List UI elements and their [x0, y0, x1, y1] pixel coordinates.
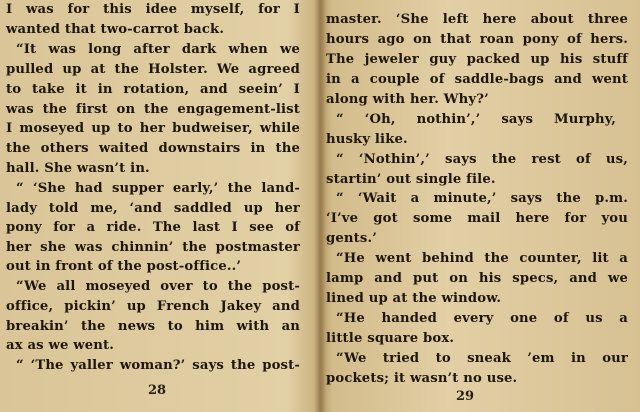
left-line-4: pulled up at the Holster. We agreed — [6, 62, 300, 77]
left-line-16: office, pickin’ up French Jakey and — [6, 299, 300, 314]
left-line-7: I moseyed up to her budweiser, while — [6, 121, 300, 136]
left-line-11: lady told me, ‘and saddled up her — [6, 201, 300, 216]
right-line-18: “We tried to sneak ’em in our — [336, 351, 628, 366]
left-line-13: her she was chinnin’ the postmaster — [6, 240, 300, 255]
left-line-10: “ ‘She had supper early,’ the land- — [16, 181, 300, 196]
right-page-number: 29 — [456, 389, 475, 404]
right-line-15: lined up at the window. — [326, 291, 502, 306]
right-line-4: in a couple of saddle-bags and went — [326, 72, 628, 87]
right-line-6: “ ‘Oh, nothin’,’ says Murphy, — [336, 112, 616, 127]
left-line-5: to take it in rotation, and seein’ I — [6, 82, 300, 97]
left-line-12: pony for a ride. The last I see of — [6, 220, 300, 235]
right-line-12: gents.’ — [326, 231, 377, 246]
right-line-2: hours ago on that roan pony of hers. — [326, 32, 628, 47]
right-line-8: “ ‘Nothin’,’ says the rest of us, — [336, 152, 628, 167]
right-line-11: ‘I’ve got some mail here for you — [326, 211, 628, 226]
left-page-number: 28 — [148, 383, 167, 398]
left-line-18: ax as we went. — [6, 338, 115, 353]
left-line-9: hall. She wasn’t in. — [6, 161, 150, 176]
left-page — [0, 0, 318, 412]
left-line-14: out in front of the post-office..’ — [6, 259, 242, 274]
right-line-1: master. ‘She left here about three — [326, 12, 628, 27]
left-line-6: was the first on the engagement-list — [6, 102, 300, 117]
right-line-14: lamp and put on his specs, and we — [326, 271, 628, 286]
left-line-2: wanted that two-carrot back. — [6, 22, 225, 37]
left-line-15: “We all moseyed over to the post- — [16, 279, 300, 294]
right-line-10: “ ‘Wait a minute,’ says the p.m. — [336, 191, 628, 206]
right-line-13: “He went behind the counter, lit a — [336, 251, 628, 266]
right-line-16: “He handed every one of us a — [336, 311, 628, 326]
left-line-8: the others waited downstairs in the — [6, 141, 300, 156]
left-line-19: “ ‘The yaller woman?’ says the post- — [16, 358, 300, 373]
left-line-3: “It was long after dark when we — [16, 42, 300, 57]
right-line-19: pockets; it wasn’t no use. — [326, 371, 518, 386]
right-line-3: The jeweler guy packed up his stuff — [326, 52, 628, 67]
right-line-17: little square box. — [326, 331, 455, 346]
right-page — [322, 0, 640, 412]
left-line-1: I was for this idee myself, for I — [6, 2, 300, 17]
left-line-17: breakin’ the news to him with an — [6, 319, 300, 334]
right-line-9: startin’ out single file. — [326, 172, 496, 187]
right-line-7: husky like. — [326, 132, 408, 147]
right-line-5: along with her. Why?’ — [326, 92, 489, 107]
